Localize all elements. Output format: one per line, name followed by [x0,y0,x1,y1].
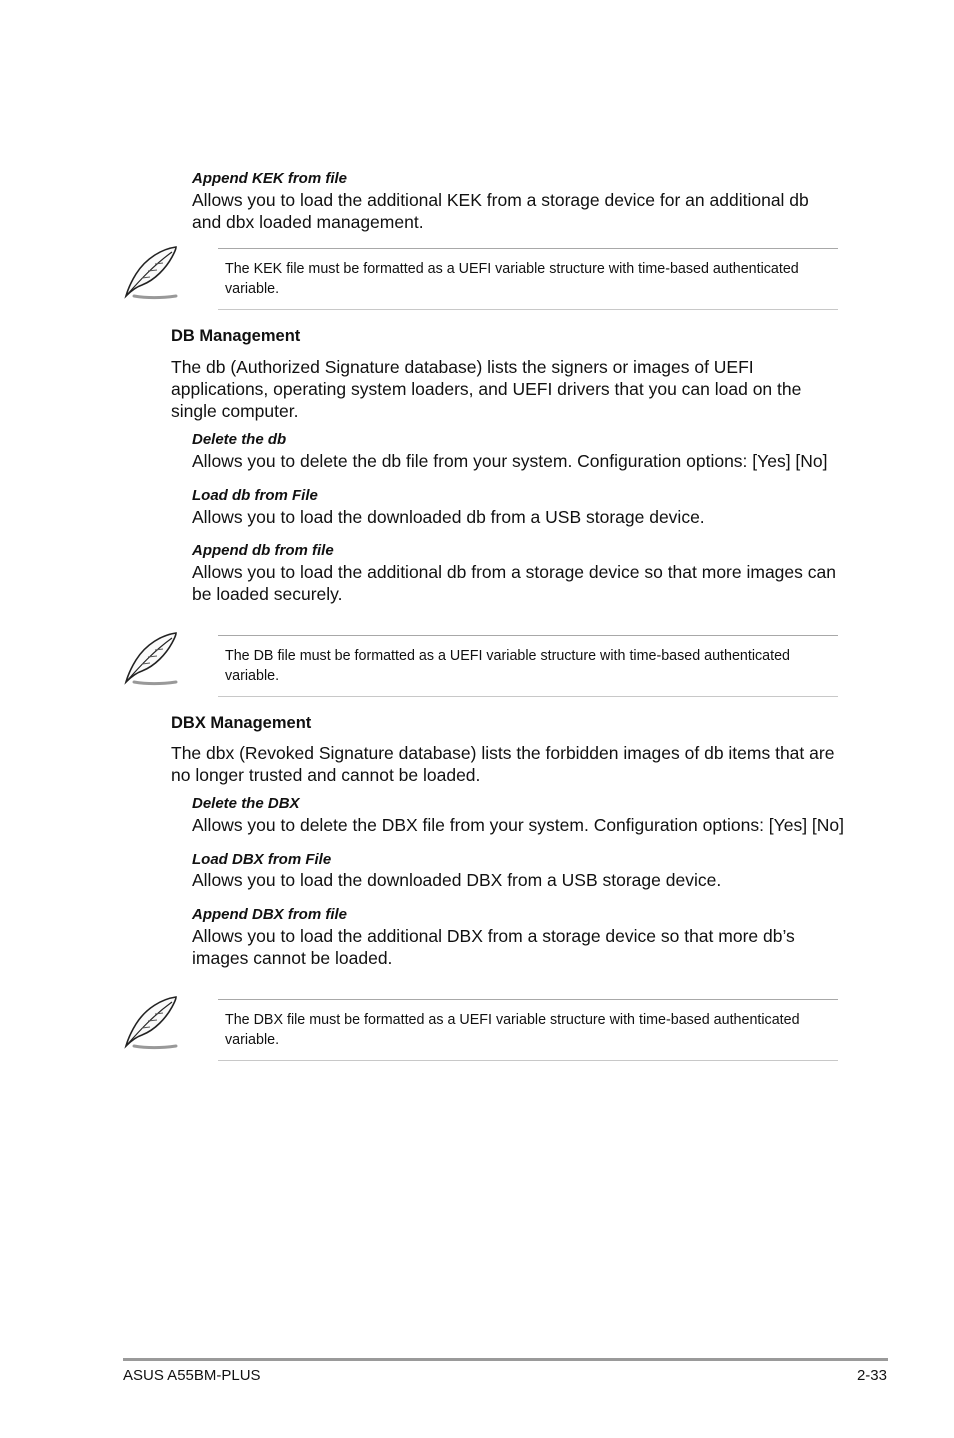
feather-quill-icon [122,244,180,300]
db-delete-heading: Delete the db [192,431,287,448]
dbx-delete-text: Allows you to delete the DBX file from your system. Configuration options: [Yes] [No] [192,815,845,835]
kek-append-heading: Append KEK from file [192,170,348,187]
dbx-intro-text: The dbx (Revoked Signature database) lists the forbidden images of db items that are no longer trusted and cannot be loaded. [171,743,835,785]
db-management-heading: DB Management [171,327,301,345]
kek-append-text: Allows you to load the additional KEK from a storage device for an additional db and dbx loaded management. [192,190,809,232]
db-delete-text: Allows you to delete the db file from your system. Configuration options: [Yes] [No] [192,451,828,471]
dbx-management-heading: DBX Management [171,714,312,732]
db-load-text: Allows you to load the downloaded db from a USB storage device. [192,507,705,527]
feather-quill-icon [122,630,180,686]
dbx-delete-heading: Delete the DBX [192,795,300,812]
kek-note-text: The KEK file must be formatted as a UEFI variable structure with time-based authenticated variable. [225,261,799,297]
db-append-text: Allows you to load the additional db from a storage device so that more images can be loaded securely. [192,562,836,604]
feather-quill-icon [122,994,180,1050]
kek-note-box [218,248,838,310]
dbx-load-heading: Load DBX from File [192,851,332,868]
dbx-load-text: Allows you to load the downloaded DBX from a USB storage device. [192,870,722,890]
db-intro-text: The db (Authorized Signature database) lists the signers or images of UEFI applications, operating system loaders, and UEFI drivers that you can load on the single computer. [171,357,802,421]
footer-page-number: 2-33 [856,1367,887,1384]
db-append-heading: Append db from file [192,542,334,559]
footer-product-name: ASUS A55BM-PLUS [123,1367,261,1384]
dbx-note-box [218,999,838,1061]
db-load-heading: Load db from File [192,487,318,504]
db-note-box [218,635,838,697]
footer-divider [123,1358,888,1361]
dbx-append-heading: Append DBX from file [192,906,348,923]
dbx-append-text: Allows you to load the additional DBX from a storage device so that more db’s images cannot be loaded. [192,926,795,968]
db-note-text: The DB file must be formatted as a UEFI variable structure with time-based authenticated variable. [225,648,790,684]
dbx-note-text: The DBX file must be formatted as a UEFI variable structure with time-based authenticated variable. [225,1012,800,1048]
